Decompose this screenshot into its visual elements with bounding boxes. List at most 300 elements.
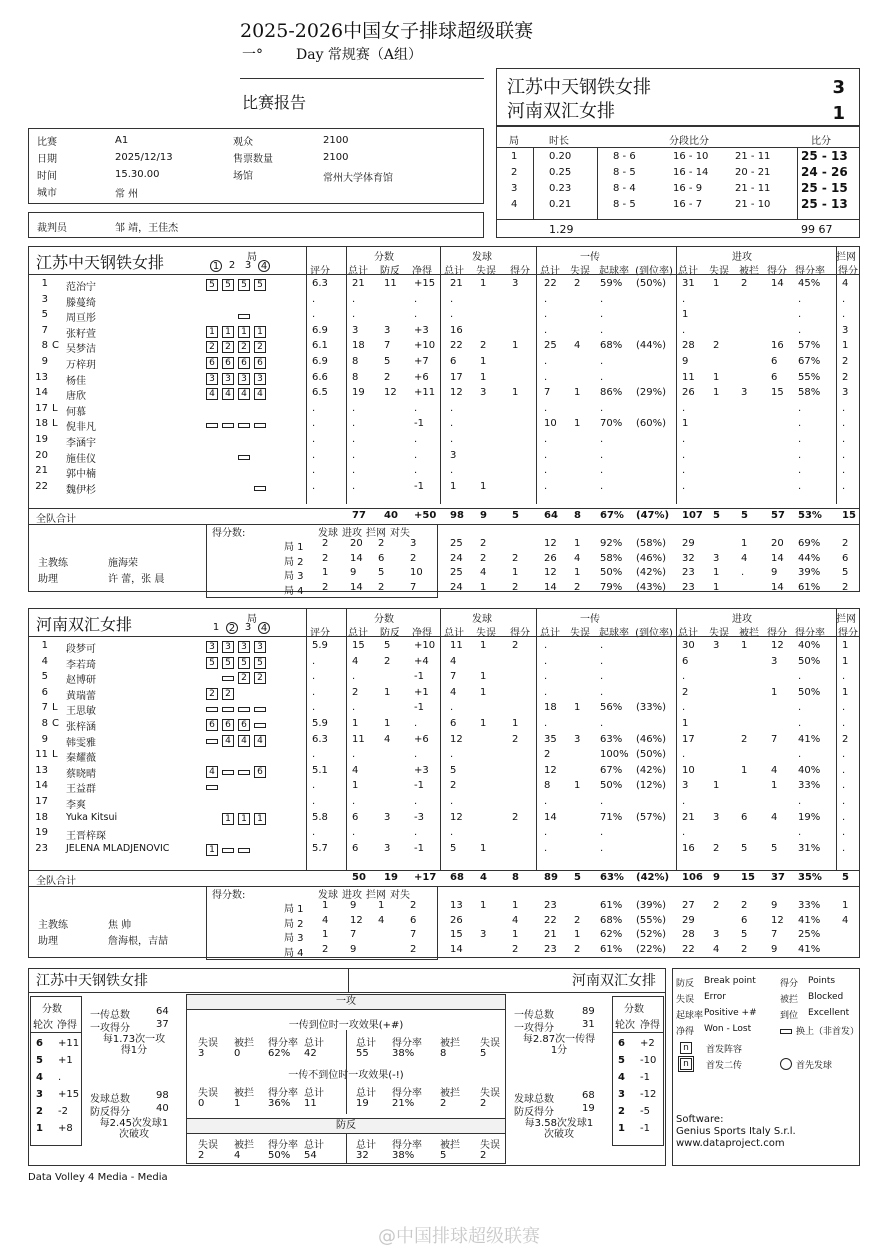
home-stat-ae: 1	[713, 387, 720, 399]
home-fb-points: 37	[156, 1019, 169, 1030]
away-stat-wl: +4	[414, 655, 429, 667]
away-stat-bk: .	[842, 780, 846, 792]
defense-hdr-l: 被拦	[234, 1140, 254, 1151]
away-sub-marker	[206, 707, 218, 712]
home-col-sep	[306, 246, 307, 504]
away-stat-ab: 6	[741, 811, 748, 823]
home-set-bk2: 6	[842, 552, 849, 564]
away-set-a_err: 4	[713, 943, 720, 955]
home-stat-tot: 8	[352, 371, 359, 383]
set-duration: 0.25	[549, 167, 572, 178]
defense-hdr-r: 失误	[480, 1140, 500, 1151]
label-referee: 裁判员	[37, 223, 67, 234]
away-stat-apct: 40%	[798, 640, 821, 651]
away-stat-re: 1	[574, 780, 581, 792]
away-stat-bk: .	[842, 842, 846, 854]
away-team-name: 河南双汇女排	[36, 615, 133, 634]
home-player-name: 何慕	[66, 406, 86, 418]
fa-good-home-val: 0	[234, 1048, 241, 1059]
home-stat-at: .	[682, 434, 686, 445]
away-set-a_tot: 29	[682, 914, 695, 926]
home-stat-rt: .	[312, 434, 316, 445]
first-attack-good-title: 一传到位时一攻效果(+#)	[288, 1020, 404, 1031]
away-rot-col1: 轮次	[615, 1020, 635, 1031]
total-duration: 1.29	[549, 223, 574, 236]
away-player-name: 张梓涵	[66, 722, 96, 733]
home-set-bk: 2	[378, 581, 385, 593]
away-stat-tot: 2	[352, 686, 359, 698]
away-rotation-zone: 6	[254, 766, 266, 778]
legend-sub-marker	[780, 1029, 792, 1034]
home-stat-bk: .	[842, 480, 846, 492]
fa-bad-hdr-l: 被拦	[234, 1088, 254, 1099]
away-set-a_err: 2	[713, 900, 720, 911]
home-stat-pos: .	[600, 434, 604, 445]
away-rotation-zone: 5	[254, 657, 266, 669]
home-set-apct: 44%	[798, 552, 821, 564]
home-set-r_tot: 26	[544, 552, 557, 564]
home-rot-net: +11	[58, 1038, 80, 1049]
fa-bad-hdr-r: 失误	[480, 1088, 500, 1099]
home-stat-rt: .	[312, 309, 316, 321]
home-set-s_tot: 25	[450, 567, 463, 578]
home-stat-ae: 2	[713, 340, 720, 352]
away-stat-bk: .	[842, 764, 846, 776]
away-stat-apct: 50%	[798, 686, 821, 698]
away-sub-marker	[254, 707, 266, 712]
home-stat-sv: .	[450, 309, 454, 321]
home-set-bk2: 5	[842, 567, 849, 578]
fa-bad-hdr-l: 总计	[304, 1088, 324, 1099]
away-rot-net: -1	[640, 1123, 650, 1134]
home-stat-pos: .	[600, 324, 604, 336]
away-stat-tot: 6	[352, 842, 359, 854]
home-set-sv: 2	[322, 538, 329, 549]
away-hdr-r-total: 总计	[540, 628, 560, 639]
away-points-by-hdr: 拦网	[366, 890, 386, 901]
away-player-no: 17	[35, 796, 48, 807]
away-stat-ap: 12	[771, 640, 784, 651]
away-set-label: 局 4	[284, 947, 304, 959]
home-total-apct: 53%	[798, 510, 822, 521]
away-rotation-zone: 2	[254, 672, 266, 684]
fa-bad-hdr-r: 得分率	[392, 1088, 422, 1099]
away-hdr-sv-pts: 得分	[510, 628, 530, 639]
match-city: 常 州	[115, 189, 139, 200]
away-points-by-hdr: 对失	[390, 890, 410, 901]
away-stat-bk: .	[842, 796, 846, 807]
away-bp-label: 防反得分	[514, 1107, 554, 1118]
home-rotation-zone: 6	[238, 357, 250, 369]
home-stat-pos: 70%	[600, 418, 623, 430]
home-stat-rt: 6.9	[312, 324, 328, 336]
home-set-a_tot: 23	[682, 581, 695, 593]
fa-good-away-val: 5	[480, 1048, 487, 1059]
home-total-label: 全队合计	[36, 514, 76, 525]
home-stat-rt_: .	[544, 449, 548, 461]
home-set-a_pts: 20	[771, 538, 784, 549]
fa-good-home-val: 3	[198, 1048, 205, 1059]
away-set-a_pts: 12	[771, 914, 784, 926]
home-stat-ap: 15	[771, 387, 784, 399]
away-fb-points: 31	[582, 1019, 595, 1030]
away-player-name: 赵博研	[66, 675, 96, 687]
set-duration: 0.20	[549, 151, 572, 162]
away-player-name: 李若琦	[66, 659, 96, 671]
set-partial-8: 8 - 4	[613, 183, 636, 194]
away-assistant: 詹海根，吉喆	[108, 936, 168, 947]
away-rotation-zone: 6	[206, 719, 218, 731]
away-stat-se: 1	[480, 640, 487, 651]
away-stat-rt: .	[312, 827, 316, 839]
away-stat-exc: (42%)	[636, 764, 667, 776]
away-rotation-zone: 5	[222, 657, 234, 669]
away-stat-wl: -1	[414, 842, 424, 854]
score-box	[496, 68, 860, 126]
home-stat-pos: .	[600, 480, 604, 492]
home-total-sep2	[28, 524, 860, 525]
referees: 邹 靖，王佳杰	[115, 223, 179, 234]
away-stat-exc: (57%)	[636, 811, 667, 823]
away-stat-wl: -1	[414, 702, 424, 714]
home-hdr-a-pts: 得分	[767, 266, 787, 277]
home-set-s_tot: 24	[450, 552, 463, 564]
away-stat-sp: 2	[512, 733, 519, 745]
away-stat-wl: -1	[414, 780, 424, 792]
legend-key: 净得	[676, 1027, 695, 1037]
away-set-r_tot: 22	[544, 914, 557, 926]
away-player-no: 23	[35, 842, 48, 854]
home-stat-wl: .	[414, 293, 418, 305]
legend-key: 得分	[780, 979, 799, 989]
home-stat-pos: .	[600, 293, 604, 305]
away-hdr-sv-total: 总计	[444, 628, 464, 639]
home-set-apct: 69%	[798, 538, 821, 549]
away-rot-net: -12	[640, 1089, 657, 1100]
home-rotation-zone: 5	[238, 279, 250, 291]
away-set-mark: 3	[244, 622, 252, 633]
home-player-no: 19	[35, 434, 48, 445]
away-stat-wl: -1	[414, 671, 424, 683]
home-set-s_err: 4	[480, 567, 487, 578]
home-rotation-zone: 3	[222, 373, 234, 385]
legend-desc: Break point	[704, 976, 756, 986]
home-stat-pos: .	[600, 309, 604, 321]
home-points-by-hdr: 进攻	[342, 528, 362, 539]
home-stat-bk: .	[842, 293, 846, 305]
away-stat-sv: 4	[450, 686, 457, 698]
home-stat-apct: 58%	[798, 387, 821, 399]
away-stat-pos: 71%	[600, 811, 623, 823]
home-stat-bp: 3	[384, 324, 391, 336]
home-col-sep	[836, 246, 837, 504]
home-set-bk2: 2	[842, 581, 849, 593]
away-stat-rt: .	[312, 702, 316, 714]
legend-circle-marker	[780, 1058, 792, 1070]
away-stat-rt: 6.3	[312, 733, 328, 745]
fa-good-away-val: 55	[356, 1048, 369, 1059]
home-player-role: L	[52, 418, 58, 430]
away-rot-number: 1	[618, 1123, 625, 1134]
home-player-no: 3	[41, 293, 48, 305]
home-set-label: 局 2	[284, 556, 304, 568]
home-stat-tot: .	[352, 402, 356, 414]
away-set-at: 7	[350, 929, 357, 940]
away-stat-bp: 3	[384, 811, 391, 823]
set-score: 25 - 13	[801, 149, 848, 163]
home-player-role: L	[52, 402, 58, 414]
away-fb-points-label: 一攻得分	[514, 1023, 554, 1034]
away-stat-sv: .	[450, 749, 454, 761]
legend-desc: 首先发球	[796, 1061, 833, 1071]
away-set-r_tot: 21	[544, 929, 557, 940]
home-stat-wl: +10	[414, 340, 436, 352]
away-total-sp: 8	[512, 872, 519, 883]
away-stat-wl: +10	[414, 640, 436, 651]
away-set-a_blo: 2	[741, 900, 748, 911]
fa-bad-home-val: 0	[198, 1098, 205, 1109]
away-set-a_pts: 7	[771, 929, 778, 940]
away-total-wl: +17	[414, 872, 437, 883]
away-set-mark: 4	[258, 622, 270, 634]
away-hdr-block: 拦网	[836, 614, 856, 625]
away-hdr-attack: 进攻	[732, 614, 752, 625]
legend-desc: 首发二传	[706, 1061, 743, 1071]
away-stat-apct: 41%	[798, 733, 821, 745]
home-fb-total-label: 一传总数	[90, 1010, 130, 1021]
home-stat-ab: 2	[741, 278, 748, 289]
home-hdr-bp: 防反	[380, 266, 400, 277]
away-stat-at: 2	[682, 686, 689, 698]
away-stat-sv: 4	[450, 655, 457, 667]
away-stat-pos: 50%	[600, 780, 623, 792]
away-stat-bk: .	[842, 749, 846, 761]
home-stat-exc: (50%)	[636, 278, 667, 289]
home-set-a_err: 3	[713, 552, 720, 564]
away-rotation-zone: 4	[206, 766, 218, 778]
away-player-no: 6	[41, 686, 48, 698]
away-rotation-zone: 3	[222, 641, 234, 653]
set-score: 25 - 13	[801, 197, 848, 211]
away-stat-rt_: 2	[544, 749, 551, 761]
away-player-name: 段梦可	[66, 644, 96, 655]
away-player-name: 韩雯雅	[66, 737, 96, 749]
away-set-pos: 62%	[600, 929, 623, 940]
home-set-a_blo: .	[741, 567, 745, 578]
home-set-mark: 3	[244, 260, 252, 271]
home-col-sep	[676, 246, 677, 504]
away-hdr-total: 总计	[348, 628, 368, 639]
home-rotation-zone: 4	[206, 388, 218, 400]
home-rot-number: 2	[36, 1106, 43, 1117]
home-stat-pos: .	[600, 371, 604, 383]
home-player-name: 李涵宇	[66, 438, 96, 449]
home-stat-rt: 6.3	[312, 278, 328, 289]
away-total-exc: (42%)	[636, 872, 670, 883]
away-set-pos: 61%	[600, 943, 623, 955]
home-stat-tot: .	[352, 434, 356, 445]
home-set-s_pts: 2	[512, 581, 519, 593]
fa-good-hdr-r: 被拦	[440, 1038, 460, 1049]
home-total-sep	[28, 508, 860, 509]
away-stat-rt_: .	[544, 718, 548, 729]
away-stat-exc: (46%)	[636, 733, 667, 745]
away-bp-note: 每3.58次发球1次破攻	[524, 1118, 594, 1140]
home-stat-rt: .	[312, 480, 316, 492]
set-partial-21: 21 - 11	[735, 151, 771, 162]
away-stat-pos: 56%	[600, 702, 623, 714]
away-stat-rt: 5.7	[312, 842, 328, 854]
away-rotation-zone: 6	[222, 719, 234, 731]
away-sub-marker	[222, 676, 234, 681]
home-total-se: 9	[480, 510, 487, 521]
away-stat-at: 16	[682, 842, 695, 854]
legend-key: 防反	[676, 979, 695, 989]
home-stat-se: 1	[480, 480, 487, 492]
report-subtitle-b: Day 常规赛（A组）	[296, 47, 423, 63]
away-stat-at: .	[682, 671, 686, 683]
home-rot-col1: 轮次	[33, 1020, 53, 1031]
home-set-pos: 58%	[600, 552, 623, 564]
away-set-bk2: 4	[842, 914, 849, 926]
away-stat-ae: 1	[713, 780, 720, 792]
away-stat-rt_: .	[544, 796, 548, 807]
home-set-s_tot: 24	[450, 581, 463, 593]
away-set-exc: (55%)	[636, 914, 667, 926]
away-stat-ap: 7	[771, 733, 778, 745]
away-player-no: 1	[41, 640, 48, 651]
away-stat-bp: 2	[384, 655, 391, 667]
defense-hdr-l: 得分率	[268, 1140, 298, 1151]
fa-good-hdr-l: 总计	[304, 1038, 324, 1049]
defense-away-val: 2	[480, 1150, 487, 1161]
away-stat-sv: 12	[450, 811, 463, 823]
defense-away-val: 5	[440, 1150, 447, 1161]
home-stat-ap: 16	[771, 340, 784, 352]
legend-key: 起球率	[676, 1011, 704, 1021]
away-hdr-points: 分数	[374, 614, 394, 625]
set-partial-8: 8 - 6	[613, 151, 636, 162]
away-set-a_pts: 9	[771, 900, 778, 911]
away-set-at: 9	[350, 900, 357, 911]
match-date: 2025/12/13	[115, 152, 173, 163]
away-stat-se: 1	[480, 686, 487, 698]
home-total-bp: 40	[384, 510, 398, 521]
away-total-re: 5	[574, 872, 581, 883]
away-sets-won: 1	[832, 103, 845, 124]
home-points-by-label: 得分数:	[212, 528, 246, 539]
home-rot-number: 3	[36, 1089, 43, 1100]
home-player-no: 14	[35, 387, 48, 399]
home-bp-label: 防反得分	[90, 1107, 130, 1118]
home-hdr-sv-total: 总计	[444, 266, 464, 277]
home-serve-total: 98	[156, 1090, 169, 1101]
away-stat-rt: 5.1	[312, 764, 328, 776]
home-stat-se: 2	[480, 340, 487, 352]
away-set-a_err: 3	[713, 929, 720, 940]
report-label: 比赛报告	[242, 93, 307, 112]
away-set-a_pts: 9	[771, 943, 778, 955]
away-set-mark: 2	[226, 622, 238, 634]
footer-text: Data Volley 4 Media - Media	[28, 1172, 168, 1183]
away-set-r_tot: 23	[544, 943, 557, 955]
home-player-name: 唐欣	[66, 391, 86, 403]
home-total-bk: 15	[842, 510, 856, 521]
away-stat-at: 10	[682, 764, 695, 776]
home-sub-marker	[222, 423, 234, 428]
legend-desc: Blocked	[808, 992, 844, 1002]
away-stat-at: .	[682, 702, 686, 714]
spectators: 2100	[323, 135, 349, 146]
match-info-box	[28, 128, 484, 204]
home-rotation-zone: 5	[222, 279, 234, 291]
away-stat-pos: .	[600, 796, 604, 807]
away-hdr-a-blo: 被拦	[739, 628, 759, 639]
away-stat-rt_: 14	[544, 811, 557, 823]
home-set-a_pts: 14	[771, 581, 784, 593]
tickets: 2100	[323, 152, 349, 163]
away-stat-rt: .	[312, 655, 316, 667]
away-total-tot: 50	[352, 872, 366, 883]
away-col-sep	[536, 608, 537, 870]
away-stat-rt_: .	[544, 827, 548, 839]
home-stat-exc: (60%)	[636, 418, 667, 430]
away-stat-se: 1	[480, 842, 487, 854]
home-stat-rt: 6.9	[312, 356, 328, 367]
home-sub-marker	[238, 423, 250, 428]
away-player-no: 13	[35, 764, 48, 776]
home-set-a_tot: 29	[682, 538, 695, 549]
summary-home-name: 江苏中天钢铁女排	[36, 973, 148, 989]
set-partial-16: 16 - 9	[673, 183, 703, 194]
away-set-a_blo: 2	[741, 943, 748, 955]
away-player-name: 黄瑞蕾	[66, 690, 96, 702]
home-player-no: 17	[35, 402, 48, 414]
home-total-sp: 5	[512, 510, 519, 521]
home-stat-rt_: .	[544, 402, 548, 414]
away-rot-net: -1	[640, 1072, 650, 1083]
away-set-at: 12	[350, 914, 363, 926]
away-stat-pos: .	[600, 640, 604, 651]
away-assistant-label: 助理	[38, 936, 58, 947]
home-rot-net: +1	[58, 1055, 73, 1066]
sets-hdr-partial: 分段比分	[669, 136, 709, 147]
home-stat-sv: .	[450, 402, 454, 414]
away-total-pos: 63%	[600, 872, 624, 883]
away-serve-total: 68	[582, 1090, 595, 1101]
away-set-r_err: 2	[574, 943, 581, 955]
away-stat-ae: 3	[713, 640, 720, 651]
sets-hdr-set: 局	[509, 136, 519, 147]
venue: 常州大学体育馆	[323, 173, 393, 184]
home-total-sv: 98	[450, 510, 464, 521]
away-stat-ae: 2	[713, 842, 720, 854]
home-rot-number: 6	[36, 1038, 43, 1049]
home-player-name: 倪非凡	[66, 422, 96, 434]
home-hdr-attack: 进攻	[732, 252, 752, 263]
away-stat-bp: 1	[384, 718, 391, 729]
fa-bad-hdr-r: 总计	[356, 1088, 376, 1099]
away-stat-rt_: .	[544, 671, 548, 683]
home-rotation-zone: 1	[254, 326, 266, 338]
fa-good-hdr-r: 失误	[480, 1038, 500, 1049]
away-stat-exc: (50%)	[636, 749, 667, 761]
home-stat-at: 1	[682, 418, 689, 430]
away-player-role: C	[52, 718, 59, 729]
home-stat-tot: 3	[352, 324, 359, 336]
home-stat-wl: -1	[414, 418, 424, 430]
away-stat-sv: .	[450, 702, 454, 714]
